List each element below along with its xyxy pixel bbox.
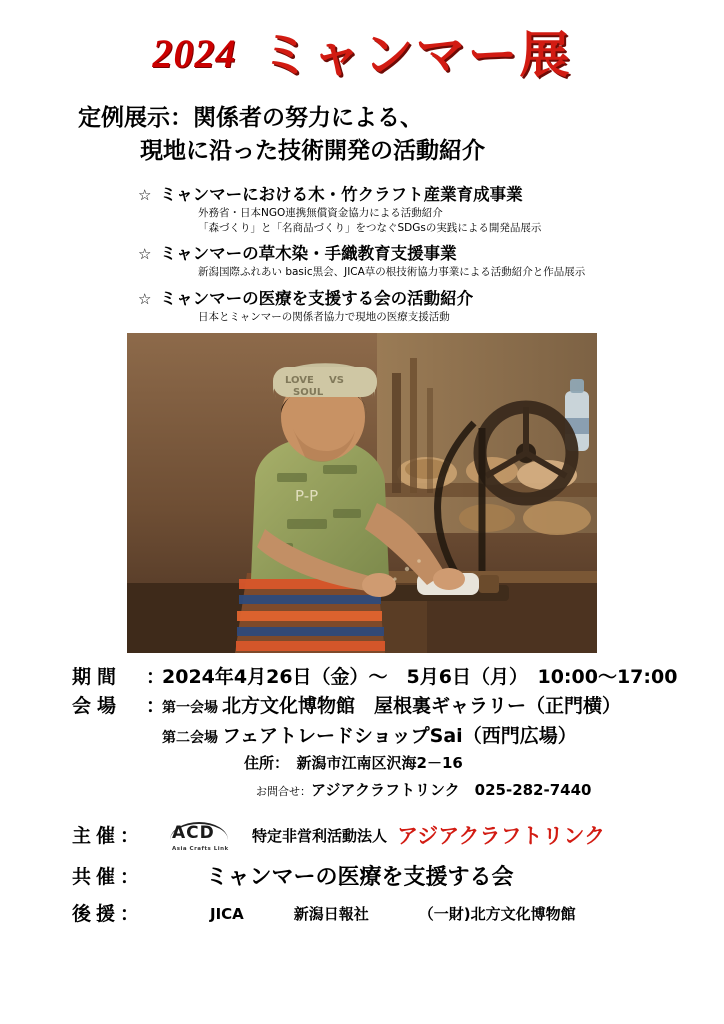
- address-line: 住所： 新潟市江南区沢海2－16: [244, 754, 463, 773]
- venue1-tag: 第一会場: [162, 700, 218, 717]
- bullet-heading-row: [138, 287, 724, 310]
- support-org: 新潟日報社: [293, 905, 369, 924]
- event-details: [0, 663, 724, 804]
- contact-line: [72, 777, 694, 804]
- year-text: 2024: [152, 31, 237, 76]
- list-item: [138, 183, 724, 237]
- bullet-heading: ミャンマーの草木染・手織教育支援事業: [160, 244, 457, 264]
- workshop-photo: [127, 333, 597, 653]
- bullet-heading-row: [138, 183, 724, 206]
- bullet-subtext: 外務省・日本NGO連携無償資金協力による活動紹介: [198, 206, 443, 219]
- svg-text:P-P: P-P: [295, 486, 319, 505]
- support-org: JICA: [210, 905, 244, 924]
- bullet-heading: ミャンマーの医療を支援する会の活動紹介: [160, 288, 474, 308]
- acd-logo-subtext: Asia Crafts Link: [172, 845, 229, 852]
- photo-container: [0, 333, 724, 653]
- page-title: ミャンマー展: [260, 26, 572, 84]
- svg-text:LOVE: LOVE: [285, 374, 314, 386]
- contact-label: お問合せ：: [256, 784, 311, 798]
- program-list: [0, 183, 724, 325]
- venue-label: 会場: [72, 695, 123, 718]
- sponsor-section: [0, 822, 724, 925]
- bullet-subtext: 「森づくり」と「名商品づくり」をつなぐSDGsの実践による開発品展示: [198, 222, 542, 234]
- bullet-subtext: 日本とミャンマーの関係者協力で現地の医療支援活動: [198, 310, 450, 323]
- star-icon: ☆: [138, 185, 152, 204]
- period-row: [72, 663, 694, 692]
- cohost-row: [72, 866, 724, 890]
- list-item: [138, 242, 724, 280]
- acd-logo-icon: [168, 822, 234, 852]
- photo-illustration: [127, 333, 597, 653]
- list-item: [138, 287, 724, 325]
- venue-row-1: [72, 692, 694, 721]
- cohost-org-name: ミャンマーの医療を支援する会: [206, 864, 514, 890]
- venue2-tag: 第二会場: [162, 729, 218, 746]
- contact-value: アジアクラフトリンク 025-282-7440: [311, 780, 592, 799]
- venue-colon: ：: [146, 695, 166, 718]
- svg-text:VS: VS: [329, 374, 344, 386]
- period-label: 期間: [72, 665, 123, 688]
- venue-row-2: [72, 722, 694, 751]
- support-row: [72, 904, 724, 925]
- period-value: 2024年4月26日（金）～ 5月6日（月） 10:00～17:00: [162, 665, 678, 688]
- host-row: [72, 822, 724, 852]
- support-org: （一財)北方文化博物館: [418, 905, 576, 924]
- svg-text:SOUL: SOUL: [293, 386, 324, 398]
- host-org-name: アジアクラフトリンク: [397, 824, 606, 849]
- host-npo-prefix: 特定非営利活動法人: [252, 827, 388, 846]
- cohost-label: 共催：: [72, 866, 145, 889]
- bullet-subtext: 新潟国際ふれあい basic黒会、JICA草の根技術協力事業による活動紹介と作品展示: [198, 266, 586, 279]
- poster-header: [0, 0, 724, 84]
- support-label: 後援：: [72, 902, 145, 925]
- support-org-list: [168, 906, 576, 923]
- bullet-heading-row: [138, 242, 724, 265]
- star-icon: ☆: [138, 245, 152, 264]
- venue1-value: 北方文化博物館 屋根裏ギャラリー（正門横）: [222, 695, 622, 718]
- subtitle: [0, 102, 724, 169]
- venue2-value: フェアトレードショップSai（西門広場）: [222, 724, 577, 747]
- bullet-heading: ミャンマーにおける木・竹クラフト産業育成事業: [160, 184, 523, 204]
- subtitle-line-1: 定例展示：関係者の努力による、: [78, 105, 423, 131]
- period-colon: ：: [146, 665, 166, 688]
- host-label: 主催：: [72, 825, 145, 848]
- star-icon: ☆: [138, 289, 152, 308]
- acd-logo-text: ACD: [172, 822, 215, 843]
- subtitle-line-2: 現地に沿った技術開発の活動紹介: [140, 138, 485, 165]
